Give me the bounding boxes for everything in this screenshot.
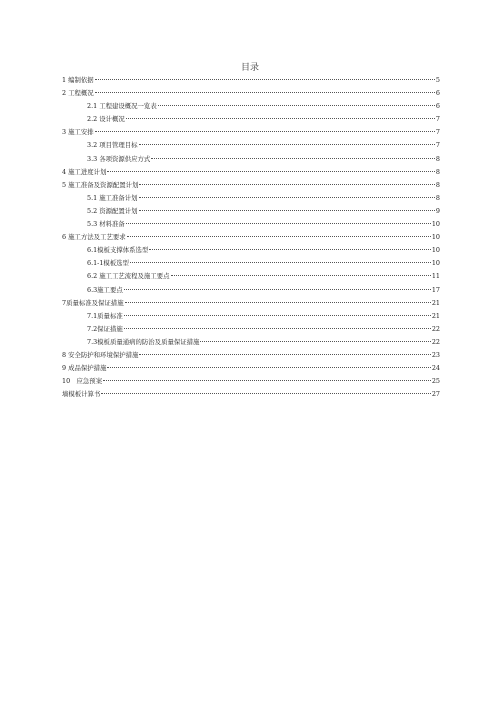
toc-dot-leader <box>139 210 435 211</box>
toc-entry[interactable] <box>62 100 440 113</box>
toc-page-number: 25 <box>431 377 440 386</box>
toc-entry[interactable] <box>62 362 440 375</box>
toc-dot-leader <box>95 92 435 93</box>
toc-page-number: 21 <box>431 298 440 307</box>
toc-entry-label: 6.2 施工工艺流程及施工要点 <box>87 272 170 281</box>
toc-dot-leader <box>101 393 431 394</box>
toc-page-number: 7 <box>435 115 440 124</box>
toc-entry-label: 5.1 施工准备计划 <box>87 193 138 202</box>
toc-entry[interactable] <box>62 270 440 283</box>
toc-entry[interactable] <box>62 349 440 362</box>
toc-entry[interactable] <box>62 375 440 388</box>
toc-dot-leader <box>95 131 435 132</box>
toc-entry-label: 4 施工进度计划 <box>62 167 107 176</box>
toc-page-number: 22 <box>431 337 440 346</box>
toc-page-number: 11 <box>431 272 440 281</box>
toc-page-number: 8 <box>435 180 440 189</box>
toc-entry-label: 6.3施工要点 <box>87 285 123 294</box>
toc-dot-leader <box>139 144 435 145</box>
toc-page-number: 27 <box>431 390 440 399</box>
toc-entry[interactable] <box>62 218 440 231</box>
toc-page-number: 8 <box>435 154 440 163</box>
toc-entry-label: 5 施工准备及资源配置计划 <box>62 180 139 189</box>
toc-entry[interactable] <box>62 87 440 100</box>
toc-dot-leader <box>130 262 431 263</box>
toc-page-number: 5 <box>435 76 440 84</box>
toc-entry[interactable] <box>62 139 440 152</box>
toc-page-number: 8 <box>435 193 440 202</box>
toc-list <box>62 74 440 401</box>
toc-dot-leader <box>125 302 431 303</box>
toc-entry-label: 7.2保证措施 <box>87 324 123 333</box>
toc-entry-label: 3.3 各项资源供应方式 <box>87 154 151 163</box>
toc-entry[interactable] <box>62 244 440 257</box>
toc-entry-label: 2.2 设计概况 <box>87 115 125 124</box>
toc-page-number: 6 <box>435 89 440 98</box>
toc-dot-leader <box>107 171 434 172</box>
toc-entry[interactable] <box>62 126 440 139</box>
toc-entry-label: 2 工程概况 <box>62 89 94 98</box>
toc-entry-label: 8 安全防护和环境保护措施 <box>62 350 139 359</box>
toc-dot-leader <box>95 79 435 80</box>
toc-page-number: 7 <box>435 141 440 150</box>
toc-entry[interactable] <box>62 179 440 192</box>
toc-page-number: 22 <box>431 324 440 333</box>
toc-page-number: 9 <box>435 206 440 215</box>
toc-entry[interactable] <box>62 74 440 87</box>
toc-entry[interactable] <box>62 231 440 244</box>
toc-entry[interactable] <box>62 166 440 179</box>
toc-entry[interactable] <box>62 205 440 218</box>
toc-entry-label: 3 施工安排 <box>62 128 94 137</box>
toc-dot-leader <box>200 341 430 342</box>
toc-page-number: 8 <box>435 167 440 176</box>
toc-dot-leader <box>124 289 431 290</box>
toc-page-number: 10 <box>431 246 440 255</box>
toc-entry-label: 10 应急预案 <box>62 377 103 386</box>
toc-dot-leader <box>151 158 435 159</box>
toc-entry-label: 6 施工方法及工艺要求 <box>62 233 126 242</box>
toc-page-number: 17 <box>431 285 440 294</box>
toc-entry-label: 3.2 项目管理目标 <box>87 141 138 150</box>
toc-entry[interactable] <box>62 192 440 205</box>
toc-entry[interactable] <box>62 153 440 166</box>
toc-entry[interactable] <box>62 388 440 401</box>
toc-dot-leader <box>139 197 435 198</box>
toc-dot-leader <box>139 184 435 185</box>
toc-entry-label: 5.3 材料准备 <box>87 220 125 229</box>
toc-page-number: 10 <box>431 259 440 268</box>
toc-entry-label: 墙模板计算书 <box>62 390 101 399</box>
toc-page-number: 24 <box>431 364 440 373</box>
toc-entry-label: 9 成品保护措施 <box>62 364 107 373</box>
toc-entry-label: 2.1 工程建设概况一览表 <box>87 102 157 111</box>
toc-page-number: 23 <box>431 350 440 359</box>
toc-dot-leader <box>126 118 435 119</box>
toc-page-number: 10 <box>431 220 440 229</box>
toc-entry-label: 6.1-1模板选型 <box>87 259 129 268</box>
toc-entry[interactable] <box>62 323 440 336</box>
toc-dot-leader <box>107 367 430 368</box>
toc-dot-leader <box>103 380 431 381</box>
toc-entry[interactable] <box>62 336 440 349</box>
toc-dot-leader <box>171 275 431 276</box>
toc-entry[interactable] <box>62 297 440 310</box>
toc-entry[interactable] <box>62 113 440 126</box>
toc-dot-leader <box>149 249 431 250</box>
toc-dot-leader <box>126 223 431 224</box>
toc-dot-leader <box>158 105 435 106</box>
toc-page-number: 10 <box>431 233 440 242</box>
toc-page-number: 6 <box>435 102 440 111</box>
toc-entry[interactable] <box>62 257 440 270</box>
toc-entry[interactable] <box>62 284 440 297</box>
toc-title: 目录 <box>240 63 259 73</box>
toc-entry-label: 5.2 资源配置计划 <box>87 206 138 215</box>
toc-dot-leader <box>124 315 431 316</box>
toc-page-number: 21 <box>431 311 440 320</box>
toc-entry-label: 6.1模板支撑体系选型 <box>87 246 149 255</box>
toc-entry-label: 7.1质量标准 <box>87 311 123 320</box>
toc-page-number: 7 <box>435 128 440 137</box>
toc-entry-label: 1 编制依据 <box>62 76 94 84</box>
toc-entry[interactable] <box>62 310 440 323</box>
toc-entry-label: 7质量标准及保证措施 <box>62 298 124 307</box>
toc-dot-leader <box>139 354 430 355</box>
toc-entry-label: 7.3模板质量通病的防治及质量保证措施 <box>87 337 200 346</box>
toc-dot-leader <box>124 328 431 329</box>
toc-dot-leader <box>127 236 431 237</box>
